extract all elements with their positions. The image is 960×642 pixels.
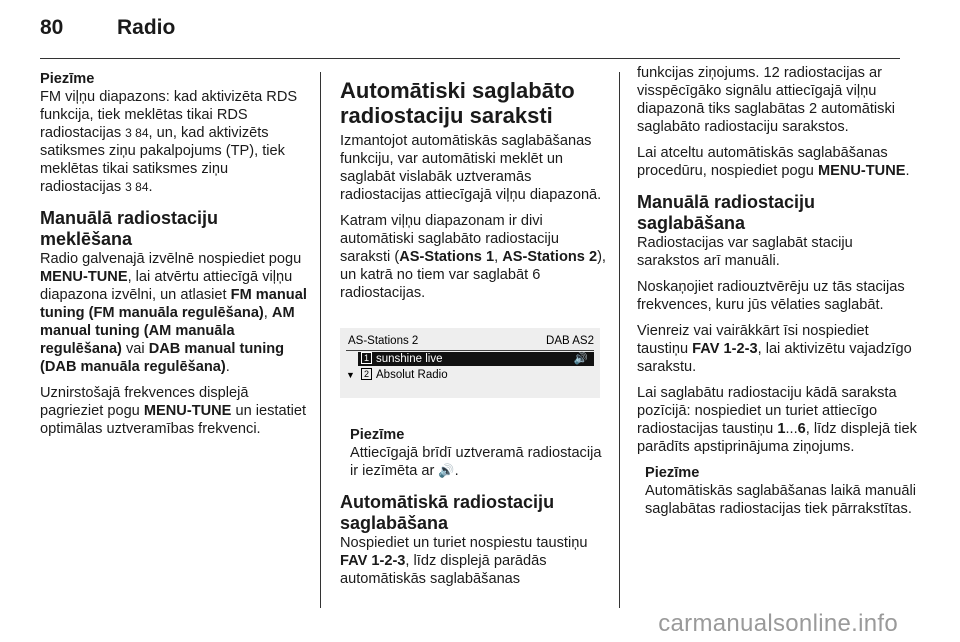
paragraph-tune-station: Noskaņojiet radiouztvērēju uz tās stacijas frekvences, kuru jūs vēlaties saglabāt.	[637, 279, 905, 313]
column-divider	[619, 72, 620, 608]
screen-divider	[346, 350, 594, 351]
watermark: carmanualsonline.info	[658, 610, 898, 637]
header-divider	[40, 58, 900, 59]
screen-station-row	[358, 368, 594, 382]
note-title: Piezīme	[645, 465, 700, 481]
screen-station-row-selected	[358, 352, 594, 366]
column-left	[40, 64, 308, 446]
note-text: FM viļņu diapazons: kad aktivizēta RDS funkcija, tiek meklētas tikai RDS radiostacijas 3 84, un, kad aktivizēts satiksmes ziņu pakalpojums (TP), tiek meklētas tikai satiksmes ziņu radiostacijas 3 84.	[40, 89, 298, 195]
station-name: Absolut Radio	[376, 369, 448, 381]
paragraph-manual-search: Radio galvenajā izvēlnē nospiediet pogu MENU-TUNE, lai atvērtu attiecīgā viļņu diapazona izvēlni, un atlasiet FM manual tuning (FM manuāla regulēšana), AM manual tuning (AM manuāla regulēšana) vai DAB manual tuning (DAB manuāla regulēšana).	[40, 251, 307, 375]
heading-autostore-lists: Automātiski saglabāto radiostaciju saraksti	[340, 78, 575, 128]
note-fm-rds	[40, 70, 308, 196]
speaker-icon: 🔊	[438, 463, 455, 478]
scroll-down-arrow-icon: ▼	[346, 370, 355, 380]
cross-reference: 3 84	[125, 126, 149, 140]
screen-list-title: AS-Stations 2	[348, 335, 419, 347]
note-overwrite	[637, 464, 919, 518]
paragraph-manual-store-intro: Radiostacijas var saglabāt staciju sarakstos arī manuāli.	[637, 235, 853, 269]
paragraph-autostore-lists: Katram viļņu diapazonam ir divi automātiski saglabāto radiostaciju saraksti (AS-Stations 1, AS-Stations 2), un katrā no tiem var saglabāt 6 radiostacijas.	[340, 213, 606, 301]
heading-autostore: Automātiskā radiostaciju saglabāšana	[340, 492, 555, 533]
paragraph-cancel-autostore: Lai atceltu automātiskās saglabāšanas procedūru, nospiediet pogu MENU-TUNE.	[637, 145, 910, 179]
page-number: 80	[40, 16, 64, 39]
note-title: Piezīme	[40, 71, 95, 87]
paragraph-autostore: Nospiediet un turiet nospiestu taustiņu FAV 1-2-3, līdz displejā parādās automātiskās saglabāšanas	[340, 535, 588, 587]
preset-number: 1	[361, 352, 372, 364]
preset-number: 2	[361, 368, 372, 380]
note-title: Piezīme	[350, 427, 405, 443]
column-middle	[340, 64, 608, 596]
speaker-icon: 🔊	[573, 353, 588, 365]
section-title: Radio	[117, 16, 176, 39]
note-text: Attiecīgajā brīdī uztveramā radiostacija ir iezīmēta ar 🔊.	[350, 445, 602, 479]
column-divider	[320, 72, 321, 608]
paragraph-store-position: Lai saglabātu radiostaciju kādā saraksta pozīcijā: nospiediet un turiet attiecīgo radiostacijas taustiņu 1...6, līdz displejā tiek parādīts apstiprinājuma ziņojums.	[637, 385, 917, 455]
screen-band-label: DAB AS2	[546, 335, 594, 347]
heading-manual-search: Manuālā radiostaciju meklēšana	[40, 208, 219, 249]
note-current-station	[340, 426, 608, 480]
paragraph-frequency-tuning: Uznirstošajā frekvences displejā pagrieziet pogu MENU-TUNE un iestatiet optimālas uztveramības frekvenci.	[40, 385, 307, 437]
paragraph-autostore-continued: funkcijas ziņojums. 12 radiostacijas ar visspēcīgāko signālu attiecīgajā viļņu diapazonā tiks saglabātas 2 automātiski saglabāto radiostaciju sarakstos.	[637, 65, 895, 135]
cross-reference: 3 84	[125, 180, 149, 194]
radio-display-screenshot	[340, 328, 600, 398]
station-name: sunshine live	[376, 353, 443, 365]
paragraph-select-list: Vienreiz vai vairākkārt īsi nospiediet taustiņu FAV 1-2-3, lai aktivizētu vajadzīgo sarakstu.	[637, 323, 912, 375]
heading-manual-store: Manuālā radiostaciju saglabāšana	[637, 192, 816, 233]
note-text: Automātiskās saglabāšanas laikā manuāli saglabātas radiostacijas tiek pārrakstītas.	[645, 483, 916, 517]
column-right	[637, 64, 919, 526]
paragraph-autostore-intro: Izmantojot automātiskās saglabāšanas funkciju, var automātiski meklēt un saglabāt vislabāk uztveramās radiostacijas attiecīgajā viļņu diapazonā.	[340, 133, 602, 203]
